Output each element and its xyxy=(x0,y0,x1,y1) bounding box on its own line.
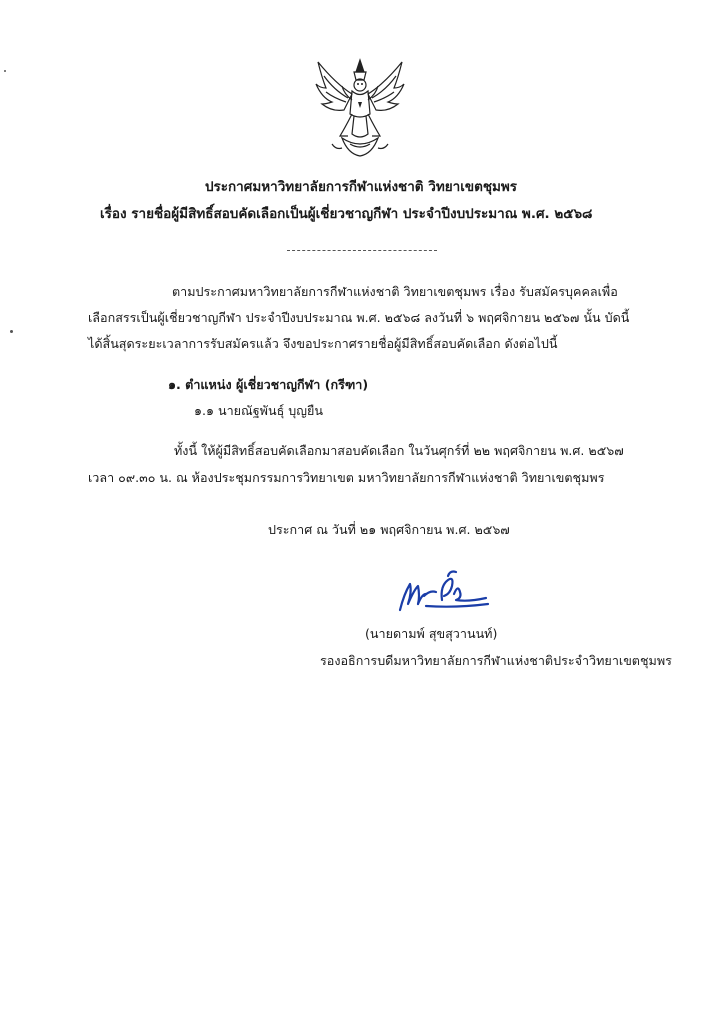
intro-line-3: ได้สิ้นสุดระยะเวลาการรับสมัครแล้ว จึงขอประกาศรายชื่อผู้มีสิทธิ์สอบคัดเลือก ดังต่อไปนี้ xyxy=(88,336,558,351)
intro-line-2: เลือกสรรเป็นผู้เชี่ยวชาญกีฬา ประจำปีงบประมาณ พ.ศ. ๒๕๖๘ ลงวันที่ ๖ พฤศจิกายน ๒๕๖๗ นั้น บัดนี้ xyxy=(88,310,630,325)
announcement-date: ประกาศ ณ วันที่ ๒๑ พฤศจิกายน พ.ศ. ๒๕๖๗ xyxy=(268,522,510,537)
garuda-emblem-icon xyxy=(312,54,408,158)
candidate-item: ๑.๑ นายณัฐพันธุ์ บุญยืน xyxy=(194,403,323,418)
scan-speck xyxy=(10,330,13,333)
announcement-subject: เรื่อง รายชื่อผู้มีสิทธิ์สอบคัดเลือกเป็นผู้เชี่ยวชาญกีฬา ประจำปีงบประมาณ พ.ศ. ๒๕๖๘ xyxy=(100,206,593,222)
signer-title: รองอธิการบดีมหาวิทยาลัยการกีฬาแห่งชาติประจำวิทยาเขตชุมพร xyxy=(320,653,672,668)
exam-line-2: เวลา ๐๙.๓๐ น. ณ ห้องประชุมกรรมการวิทยาเขต มหาวิทยาลัยการกีฬาแห่งชาติ วิทยาเขตชุมพร xyxy=(88,470,605,485)
signature-icon xyxy=(396,564,496,620)
intro-line-1: ตามประกาศมหาวิทยาลัยการกีฬาแห่งชาติ วิทยาเขตชุมพร เรื่อง รับสมัครบุคคลเพื่อ xyxy=(172,284,618,299)
exam-line-1: ทั้งนี้ ให้ผู้มีสิทธิ์สอบคัดเลือกมาสอบคัดเลือก ในวันศุกร์ที่ ๒๒ พฤศจิกายน พ.ศ. ๒๕๖๗ xyxy=(174,443,624,458)
divider-line xyxy=(287,250,437,251)
announcement-title: ประกาศมหาวิทยาลัยการกีฬาแห่งชาติ วิทยาเขตชุมพร xyxy=(204,179,518,195)
position-title: ๑. ตำแหน่ง ผู้เชี่ยวชาญกีฬา (กรีฑา) xyxy=(168,377,369,392)
signer-name: (นายดามพ์ สุขสุวานนท์) xyxy=(365,626,498,641)
scan-speck xyxy=(4,70,6,72)
